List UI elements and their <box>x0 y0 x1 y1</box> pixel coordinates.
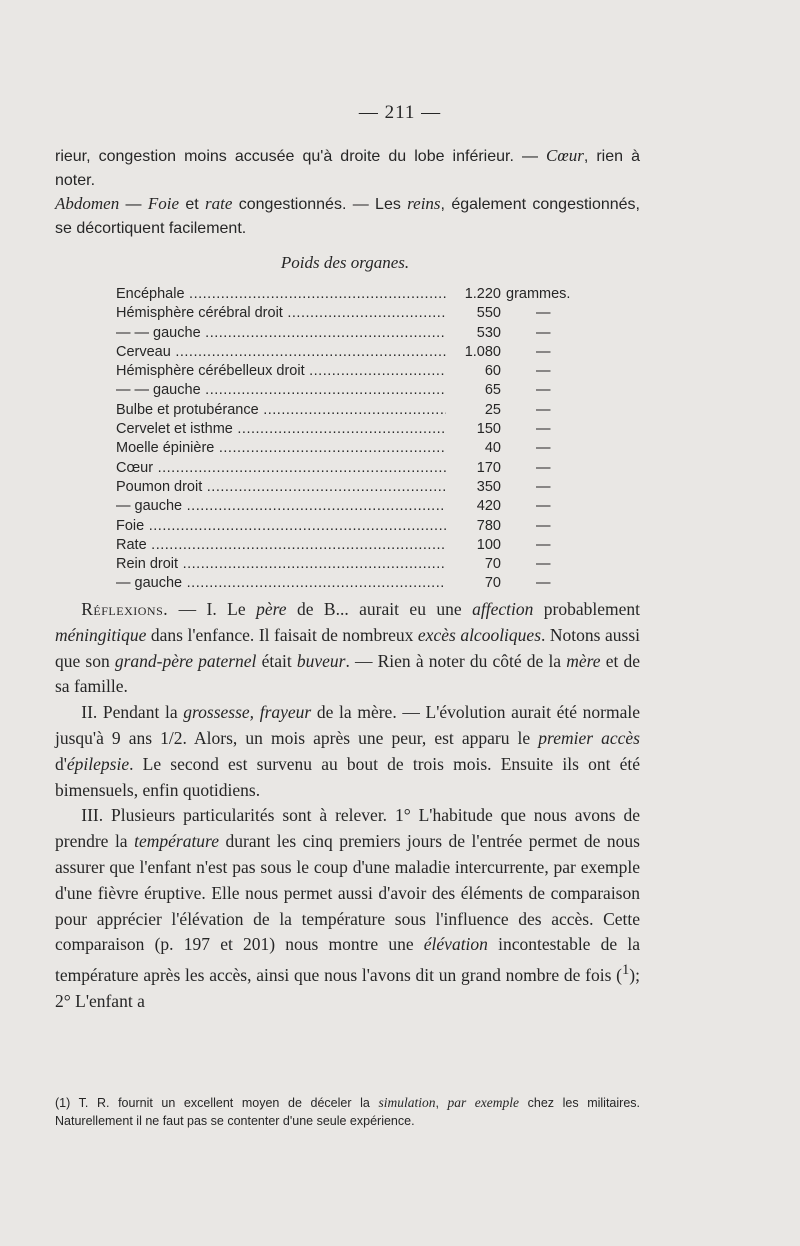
table-row <box>116 381 596 400</box>
organ-weight: 550 <box>476 305 501 322</box>
intro-paragraph <box>55 144 640 240</box>
organ-weights-table <box>116 285 596 594</box>
table-row <box>116 401 596 420</box>
table-row <box>116 343 596 362</box>
organ-weight: 780 <box>476 517 501 534</box>
organ-unit: — <box>536 363 551 380</box>
organ-name: — — gauche ..... <box>116 324 446 343</box>
table-row <box>116 459 596 478</box>
organ-weight: 40 <box>484 440 501 457</box>
reflexions-paragraph-1: Réflexions. — I. Le père de B... aurait eu une affection probablement méningitique dans l'enfance. Il faisait de nombreux excès alcooliques. Notons aussi que son grand-père paternel était buveur. — Rien à noter du côté de la mère et de sa famille. <box>55 599 641 697</box>
organ-unit: — <box>536 440 551 457</box>
organ-weight: 1.080 <box>464 343 501 360</box>
organ-name: — gauche ..... <box>116 574 446 593</box>
footnote-ref[interactable]: 1 <box>622 962 630 979</box>
table-row <box>116 517 596 536</box>
organ-unit: — <box>536 305 551 322</box>
organ-weight: 25 <box>484 401 501 418</box>
footnote: (1) T. R. fournit un excellent moyen de déceler la simulation, par exemple chez les militaires. Naturellement il ne faut pas se contenter d'une seule expérience. <box>55 1095 640 1128</box>
organ-unit: grammes. <box>506 286 571 302</box>
organ-name: Moelle épinière ..... <box>116 439 446 458</box>
organ-unit: — <box>536 382 551 399</box>
table-row <box>116 285 596 304</box>
reflexions-section <box>55 597 640 1015</box>
organ-unit: — <box>536 498 551 515</box>
table-row <box>116 420 596 439</box>
table-row <box>116 362 596 381</box>
table-row <box>116 574 596 593</box>
organ-weight: 70 <box>484 575 501 592</box>
table-row <box>116 439 596 458</box>
organ-weight: 350 <box>476 478 501 495</box>
organ-unit: — <box>536 459 551 476</box>
organ-weight: 150 <box>476 421 501 438</box>
organ-unit: — <box>536 556 551 573</box>
organ-name: Hémisphère cérébral droit ..... <box>116 304 446 323</box>
organ-weight: 1.220 <box>464 286 501 302</box>
organ-name: Rein droit ..... <box>116 555 446 574</box>
organ-unit: — <box>536 536 551 553</box>
reflexions-paragraph-3: III. Plusieurs particularités sont à relever. 1° L'habitude que nous avons de prendre la température durant les cinq premiers jours de l'entrée permet de nous assurer que l'enfant n'est pas sous le coup d'une maladie intercurrente, par exemple d'une fièvre éruptive. Elle nous permet aussi d'avoir des éléments de comparaison pour apprécier l'élévation de la température sous l'influence des accès. Cette comparaison (p. 197 et 201) nous montre une élévation incontestable de la température après les accès, ainsi que nous l'avons dit un grand nombre de fois ($^1$); 2° L'enfant a <box>55 805 640 1011</box>
organ-unit: — <box>536 517 551 534</box>
organ-name: Rate ..... <box>116 536 446 555</box>
organ-name: Cervelet et isthme ..... <box>116 420 446 439</box>
organ-weight: 70 <box>484 556 501 573</box>
organ-unit: — <box>536 575 551 592</box>
organ-weight: 60 <box>484 363 501 380</box>
reflexions-paragraph-2: II. Pendant la grossesse, frayeur de la mère. — L'évolution aurait été normale jusqu'à 9 ans 1/2. Alors, un mois après une peur, est apparu le premier accès d'épilepsie. Le second est survenu au bout de trois mois. Ensuite ils ont été bimensuels, enfin quotidiens. <box>55 702 640 800</box>
organ-name: Bulbe et protubérance ..... <box>116 401 446 420</box>
intro-line-2: Abdomen — Foie et rate congestionnés. — Les reins, également congestionnés, se décortiquent facilement. <box>55 194 640 237</box>
organ-name: Cœur ..... <box>116 459 446 478</box>
organ-name: Cerveau ..... <box>116 343 446 362</box>
table-row <box>116 478 596 497</box>
organ-unit: — <box>536 478 551 495</box>
organ-name: Poumon droit ..... <box>116 478 446 497</box>
organ-weight: 65 <box>484 382 501 399</box>
table-row <box>116 324 596 343</box>
organ-weight: 100 <box>476 536 501 553</box>
organ-name: — gauche ..... <box>116 497 446 516</box>
table-row <box>116 304 596 323</box>
table-row <box>116 536 596 555</box>
organ-name: — — gauche ..... <box>116 381 446 400</box>
organ-unit: — <box>536 343 551 360</box>
organ-unit: — <box>536 324 551 341</box>
organ-weight: 170 <box>476 459 501 476</box>
organ-weight: 530 <box>476 324 501 341</box>
organ-name: Encéphale ..... <box>116 285 446 304</box>
organ-name: Hémisphère cérébelleux droit ..... <box>116 362 446 381</box>
organ-weights-title: Poids des organes. <box>280 253 410 272</box>
organ-unit: — <box>536 401 551 418</box>
table-row <box>116 497 596 516</box>
organ-unit: — <box>536 421 551 438</box>
table-row <box>116 555 596 574</box>
organ-weight: 420 <box>476 498 501 515</box>
organ-name: Foie ..... <box>116 517 446 536</box>
intro-line-1: rieur, congestion moins accusée qu'à droite du lobe inférieur. — Cœur, rien à noter. <box>55 146 640 189</box>
page-number: — 211 — <box>358 102 442 123</box>
